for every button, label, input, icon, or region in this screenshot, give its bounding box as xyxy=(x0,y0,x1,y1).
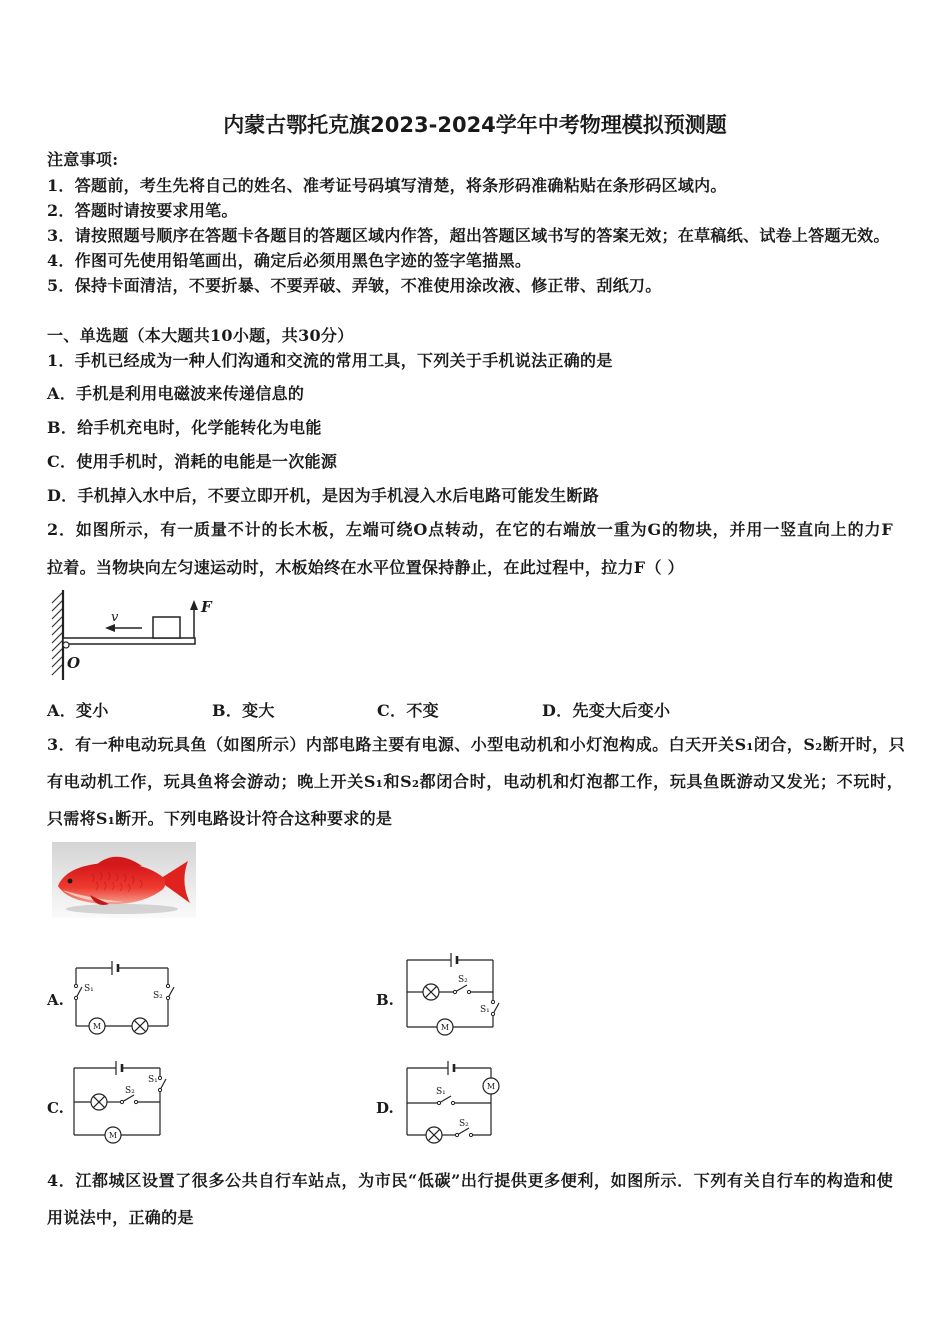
battery xyxy=(448,1061,454,1075)
switch-s2 xyxy=(166,984,174,999)
velocity-label: v xyxy=(111,610,119,625)
switch-s2-label: S₂ xyxy=(153,991,163,1001)
switch-s2 xyxy=(120,1095,137,1104)
switch-s1-label: S₁ xyxy=(436,1087,446,1097)
switch-s1 xyxy=(491,1000,499,1015)
lamp xyxy=(91,1094,107,1110)
toy-fish-image xyxy=(52,842,196,918)
question-3-text-line-2: 有电动机工作，玩具鱼将会游动；晚上开关S₁和S₂都闭合时，电动机和灯泡都工作，玩具鱼既游动又发光；不玩时， xyxy=(47,772,903,791)
switch-s1 xyxy=(158,1076,166,1091)
circuit-option-d-label: D. xyxy=(376,1099,394,1117)
circuit-option-b-label: B. xyxy=(376,991,394,1009)
lamp xyxy=(423,984,439,1000)
battery xyxy=(116,1061,122,1075)
block xyxy=(153,617,180,638)
question-1-option-d: D．手机掉入水中后，不要立即开机，是因为手机浸入水后电路可能发生断路 xyxy=(47,486,600,505)
circuit-c xyxy=(70,1060,170,1146)
battery xyxy=(112,961,118,975)
switch-s2-label: S₂ xyxy=(125,1086,135,1096)
page-title: 内蒙古鄂托克旗2023-2024学年中考物理模拟预测题 xyxy=(223,113,727,137)
force-label: F xyxy=(201,598,212,616)
wires xyxy=(407,960,493,1027)
question-2-option-c: C．不变 xyxy=(377,701,439,720)
switch-s1-label: S₁ xyxy=(84,984,94,994)
wires xyxy=(407,1068,491,1135)
switch-s2 xyxy=(453,985,470,994)
circuit-option-c-label: C. xyxy=(47,1099,64,1117)
switch-s2 xyxy=(455,1128,472,1137)
switch-s1 xyxy=(74,984,82,999)
motor-label: M xyxy=(440,1023,450,1032)
question-2-option-a: A．变小 xyxy=(47,701,109,720)
switch-s2-label: S₂ xyxy=(458,975,468,985)
velocity-arrow xyxy=(105,624,142,632)
fish-eye xyxy=(68,879,73,884)
question-1-text: 1．手机已经成为一种人们沟通和交流的常用工具，下列关于手机说法正确的是 xyxy=(47,351,613,370)
circuit-b xyxy=(403,952,503,1038)
section-heading: 一、单选题（本大题共10小题，共30分） xyxy=(47,326,354,345)
question-1-option-c: C．使用手机时，消耗的电能是一次能源 xyxy=(47,452,338,471)
switch-s2-label: S₂ xyxy=(459,1119,469,1129)
circuit-option-a-label: A. xyxy=(47,991,64,1009)
motor-label: M xyxy=(108,1131,118,1140)
motor-label: M xyxy=(92,1022,102,1031)
question-2-option-b: B．变大 xyxy=(212,701,275,720)
notice-heading: 注意事项: xyxy=(47,150,119,169)
notice-item: 2．答题时请按要求用笔。 xyxy=(47,201,238,220)
switch-s1-label: S₁ xyxy=(148,1075,158,1085)
circuit-d xyxy=(403,1060,503,1146)
notice-item: 5．保持卡面清洁，不要折暴、不要弄破、弄皱，不准使用涂改液、修正带、刮纸刀。 xyxy=(47,276,662,295)
question-2-text-line-1: 2．如图所示，有一质量不计的长木板，左端可绕O点转动，在它的右端放一重为G的物块，并用一竖直向上的力F xyxy=(47,520,893,539)
notice-item: 3．请按照题号顺序在答题卡各题目的答题区域内作答，超出答题区域书写的答案无效；在草稿纸、试卷上答题无效。 xyxy=(47,226,890,245)
switch-s1-label: S₁ xyxy=(480,1005,490,1015)
question-1-option-a: A．手机是利用电磁波来传递信息的 xyxy=(47,384,305,403)
question-4-text-line-2: 用说法中，正确的是 xyxy=(47,1208,194,1227)
question-4-text-line-1: 4．江都城区设置了很多公共自行车站点，为市民“低碳”出行提供更多便利，如图所示．下列有关自行车的构造和使 xyxy=(47,1171,893,1190)
battery xyxy=(451,953,457,967)
notice-item: 4．作图可先使用铅笔画出，确定后必须用黑色字迹的签字笔描黑。 xyxy=(47,251,532,270)
lamp xyxy=(426,1127,442,1143)
wooden-board xyxy=(63,638,195,644)
force-arrow xyxy=(190,600,198,638)
question-2-text-line-2: 拉着。当物块向左匀速运动时，木板始终在水平位置保持静止，在此过程中，拉力F（ ） xyxy=(47,558,684,577)
question-3-text-line-1: 3．有一种电动玩具鱼（如图所示）内部电路主要有电源、小型电动机和小灯泡构成。白天开关S₁闭合，S₂断开时，只 xyxy=(47,735,905,754)
question-3-text-line-3: 只需将S₁断开。下列电路设计符合这种要求的是 xyxy=(47,809,393,828)
switch-s1 xyxy=(437,1096,454,1105)
pivot-point xyxy=(63,642,69,648)
fish-shadow xyxy=(66,904,178,914)
question-1-option-b: B．给手机充电时，化学能转化为电能 xyxy=(47,418,322,437)
motor-label: M xyxy=(486,1082,496,1091)
lever-figure xyxy=(45,588,220,683)
question-2-option-d: D．先变大后变小 xyxy=(542,701,671,720)
wall-hatching xyxy=(52,592,63,675)
notice-item: 1．答题前，考生先将自己的姓名、准考证号码填写清楚，将条形码准确粘贴在条形码区域内。 xyxy=(47,176,727,195)
pivot-label: O xyxy=(67,654,81,672)
lamp xyxy=(132,1018,148,1034)
circuit-a xyxy=(70,960,180,1040)
